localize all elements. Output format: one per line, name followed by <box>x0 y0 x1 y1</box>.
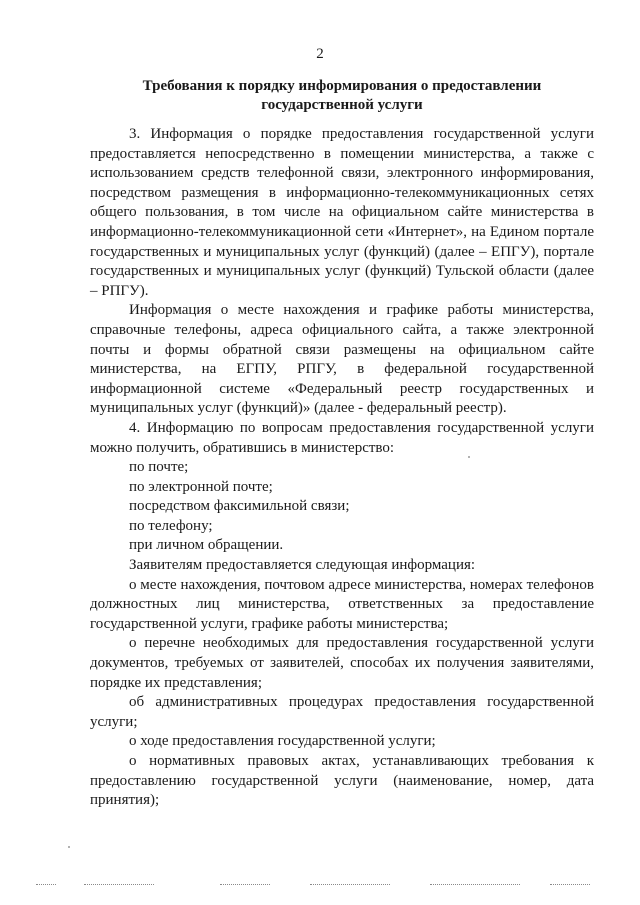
info-item-progress: о ходе предоставления государственной услуги; <box>129 733 436 750</box>
document-body <box>90 125 594 811</box>
info-item-documents: о перечне необходимых для предоставления государственной услуги документов, требуемых от заявителей, способах их получения заявителями, порядке их представления; <box>90 635 594 691</box>
list-item-email: по электронной почте; <box>129 478 273 495</box>
scan-speck <box>68 846 70 848</box>
info-item-location: о месте нахождения, почтовом адресе министерства, номерах телефонов должностных лиц министерства, ответственных за предоставление государственной услуги, графике работы министерства; <box>90 576 594 632</box>
page-number: 2 <box>316 46 324 62</box>
list-item-in-person: при личном обращении. <box>129 537 284 554</box>
list-item-fax: посредством факсимильной связи; <box>129 498 350 515</box>
scan-bottom-artifacts <box>30 884 610 888</box>
info-item-procedures: об административных процедурах предоставления государственной услуги; <box>90 694 594 730</box>
list-item-mail: по почте; <box>129 459 189 476</box>
paragraph-3: 3. Информация о порядке предоставления государственной услуги предоставляется непосредственно в помещении министерства, а также с использованием средств телефонной связи, электронного информирования, посредством размещения в информационно-телекоммуникационных сетях общего пользования, в том числе на официальном сайте министерства в информационно-телекоммуникационной сети «Интернет», на Едином портале государственных и муниципальных услуг (функций) (далее – ЕПГУ), портале государственных и муниципальных услуг (функций) Тульской области (далее – РПГУ). <box>90 126 594 299</box>
scan-speck <box>468 456 470 458</box>
section-heading-line-2: государственной услуги <box>261 97 423 113</box>
list-item-phone: по телефону; <box>129 517 213 534</box>
info-item-legal-acts: о нормативных правовых актах, устанавливающих требования к предоставлению государственной услуги (наименование, номер, дата принятия); <box>90 753 594 809</box>
section-heading-line-1: Требования к порядку информирования о предоставлении <box>142 78 542 94</box>
info-intro: Заявителям предоставляется следующая информация: <box>129 557 476 574</box>
paragraph-3-contacts: Информация о месте нахождения и графике работы министерства, справочные телефоны, адреса официального сайта, а также электронной почты и формы обратной связи размещены на официальном сайте министерства, на ЕГПУ, РПГУ, в федеральной государственной информационной системе «Федеральный реестр государственных и муниципальных услуг (функций)» (далее - федеральный реестр). <box>90 302 594 417</box>
paragraph-4: 4. Информацию по вопросам предоставления государственной услуги можно получить, обратившись в министерство: <box>90 419 594 456</box>
section-heading <box>90 77 594 115</box>
